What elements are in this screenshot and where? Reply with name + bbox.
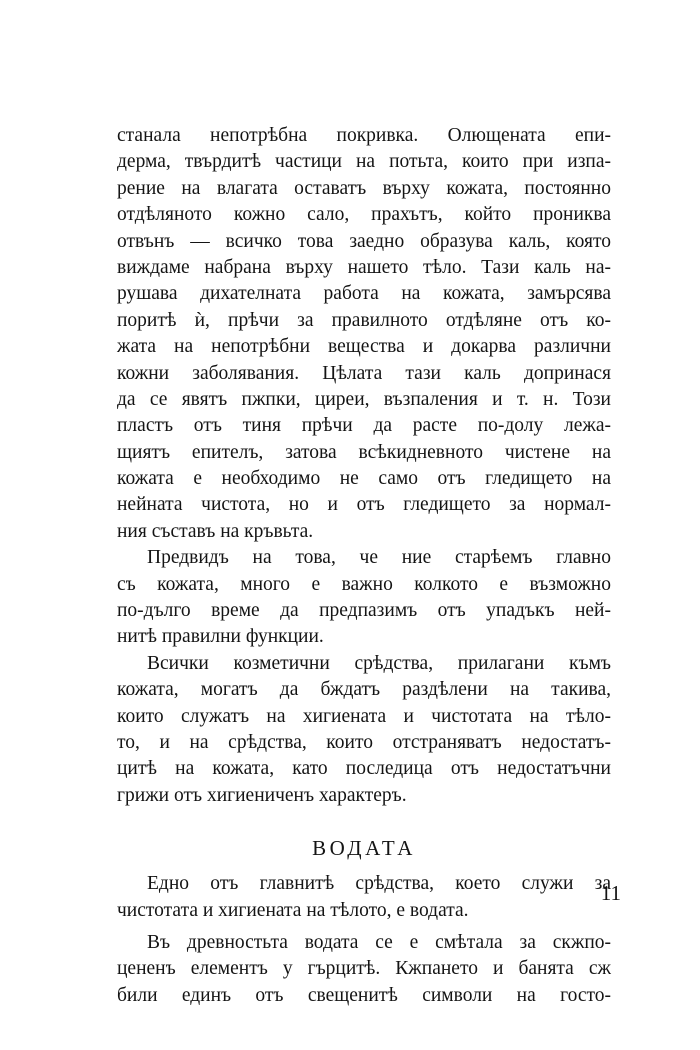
text-line: кожата е необходимо не само отъ гледището на xyxy=(117,468,611,490)
paragraph-water xyxy=(117,871,611,924)
text-line: дерма, твърдитѣ частици на потьта, които при изпа- xyxy=(117,151,611,173)
text-line: чистотата и хигиената на тѣлото, е водата. xyxy=(117,899,469,921)
text-line: били единъ отъ свещенитѣ символи на госто- xyxy=(117,984,611,1006)
section-heading: ВОДАТА xyxy=(312,836,416,861)
text-line: Предвидъ на това, че ние старѣемъ главно xyxy=(147,547,611,569)
text-line: то, и на срѣдства, които отстраняватъ недостатъ- xyxy=(117,731,611,753)
text-line: Всички козметични срѣдства, прилагани къмъ xyxy=(147,652,611,674)
paragraph-cosmetics xyxy=(117,651,611,809)
text-line: станала непотрѣбна покривка. Олющената епи- xyxy=(117,125,611,146)
text-line: по-дълго време да предпазимъ отъ упадъкъ ней- xyxy=(117,600,611,622)
page-number: 11 xyxy=(600,881,621,905)
text-line: пластъ отъ тиня прѣчи да расте по-долу лежа- xyxy=(117,415,611,437)
text-line: цитѣ на кожата, като последица отъ недостатъчни xyxy=(117,758,611,780)
text-line: щиятъ епителъ, затова всѣкидневното чистене на xyxy=(117,441,611,463)
text-line: жата на непотрѣбни вещества и докарва различни xyxy=(117,336,611,358)
text-line: поритѣ ѝ, прѣчи за правилното отдѣляне отъ ко- xyxy=(117,309,611,331)
text-line: нитѣ правилни функции. xyxy=(117,626,324,648)
paragraph-aging xyxy=(117,545,611,651)
paragraph-skin-dirt xyxy=(117,123,611,545)
text-line: да се явятъ пжпки, циреи, възпаления и т. н. Този xyxy=(117,388,611,410)
text-line: рушава дихателната работа на кожата, замърсява xyxy=(117,283,611,305)
text-line: съ кожата, много е важно колкото е възможно xyxy=(117,573,611,595)
text-line: рение на влагата оставатъ върху кожата, постоянно xyxy=(117,177,611,199)
text-line: виждаме набрана върху нашето тѣло. Тази каль на- xyxy=(117,256,611,278)
paragraph-antiquity xyxy=(117,930,611,1009)
text-line: Въ древностьта водата се е смѣтала за скжпо- xyxy=(147,931,611,953)
text-line: Едно отъ главнитѣ срѣдства, което служи за xyxy=(147,873,611,895)
page-body xyxy=(117,123,611,1009)
text-line: грижи отъ хигиениченъ характеръ. xyxy=(117,784,407,806)
text-line: кожни заболявания. Цѣлата тази каль допринася xyxy=(117,362,611,384)
text-line: цененъ елементъ у гърцитѣ. Кжпането и банята сж xyxy=(117,958,611,980)
text-line: отдѣляното кожно сало, прахътъ, който прониква xyxy=(117,204,611,226)
text-line: които служатъ на хигиената и чистотата на тѣло- xyxy=(117,705,611,727)
text-line: отвънъ — всичко това заедно образува каль, която xyxy=(117,230,611,252)
text-line: нейната чистота, но и отъ гледището за нормал- xyxy=(117,494,611,516)
text-line: ния съставъ на кръвьта. xyxy=(117,520,314,542)
text-line: кожата, могатъ да бждатъ раздѣлени на такива, xyxy=(117,679,611,701)
